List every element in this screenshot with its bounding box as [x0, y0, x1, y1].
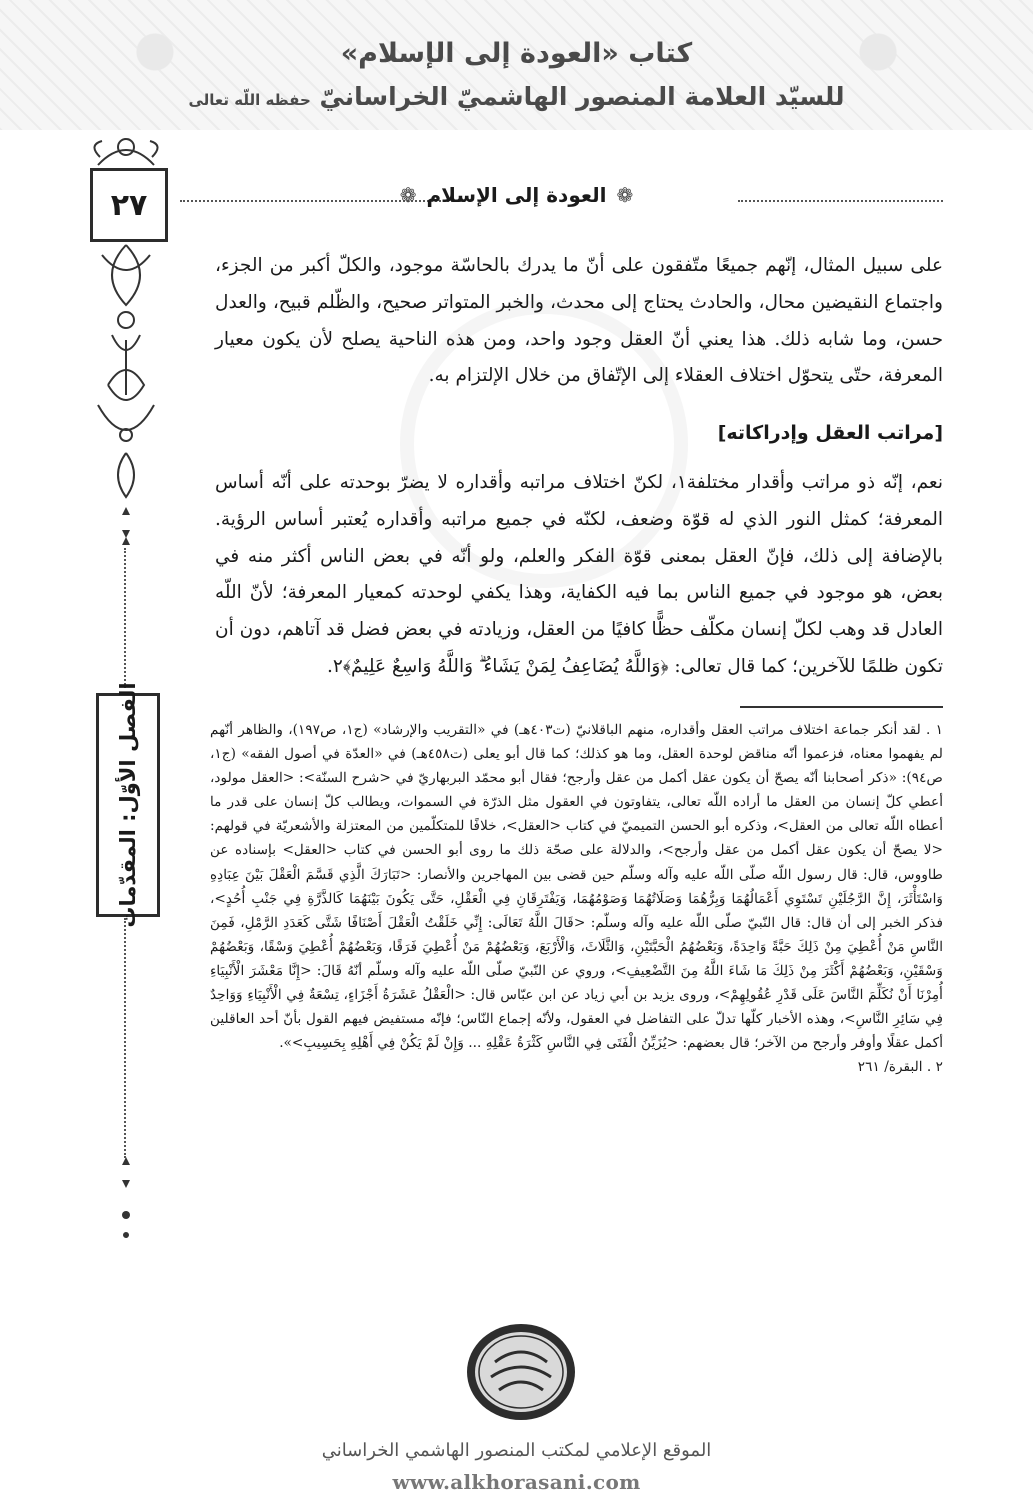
- border-dotted-line-upper: [124, 548, 126, 688]
- footer-site-name: الموقع الإعلامي لمكتب المنصور الهاشمي الخراساني: [321, 1440, 712, 1461]
- seal-logo: [465, 1322, 577, 1422]
- running-header: [0, 183, 1033, 207]
- footer-url[interactable]: www.alkhorasani.com: [392, 1470, 641, 1494]
- author-honorific: حفظه اللّه تعالى: [188, 91, 311, 109]
- main-text-block-2: [215, 465, 943, 686]
- page-number: ٢٧: [90, 168, 168, 242]
- main-text-block-1: [215, 248, 943, 395]
- running-header-text: العودة إلى الإسلام: [426, 183, 607, 207]
- chapter-tab: [96, 682, 160, 928]
- ornament-icon: ❁: [399, 183, 417, 207]
- paragraph: نعم، إنّه ذو مراتب وأقدار مختلفة١، لكنّ اختلاف مراتبه وأقداره لا يضرّ بوحدته على أنّه أساس المعرفة؛ كمثل النور الذي له قوّة وضعف، لكنّه في جميع مراتبه وأقداره يُعتبر أساس الرؤية. بالإضافة إلى ذلك، فإنّ العقل بمعنى قوّة الفكر والعلم، ولو أنّه في بعض الناس أكثر منه في بعض، هو موجود في جميع الناس بما فيه الكفاية، وهذا يكفي لوحدته كمعيار المعرفة؛ لأنّ اللّه العادل قد وهب لكلّ إنسان مكلّف حظًّا كافيًا من العقل، وزيادته في بعض فضل قد آتاهم، دون أن تكون ظلمًا للآخرين؛ كما قال تعالى: ﴿وَاللَّهُ يُضَاعِفُ لِمَنْ يَشَاءُ ۗ وَاللَّهُ وَاسِعٌ عَلِيمٌ﴾٢.: [215, 472, 943, 677]
- footnote-1: ١ . لقد أنكر جماعة اختلاف مراتب العقل وأقداره، منهم الباقلانيّ (ت٤٠٣هـ) في «التقريب والإرشاد» (ج١، ص١٩٧)، والظاهر أنّهم لم يفهموا معناه، فزعموا أنّه مناقض لوحدة العقل، وما هو كذلك؛ كما قال أبو يعلى (ت٤٥٨هـ) في «العدّة في أصول الفقه» (ج١، ص٩٤): «ذكر أصحابنا أنّه يصحّ أن يكون عقل أكمل من عقل وأرجح؛ فقال أبو محمّد البربهاريّ في <شرح السنّة>: <العقل مولود، أعطي كلّ إنسان من العقل ما أراده اللّه تعالى، يتفاوتون في العقول مثل الذرّة في السموات، ويطالب كلّ إنسان على قدر ما أعطاه اللّه تعالى من العقل>، وذكره أبو الحسن التميميّ في كتاب <العقل>، خلافًا للمتكلّمين من المعتزلة والأشعريّة في قولهم: <لا يصحّ أن يكون عقل أكمل من عقل وأرجح>، والدلالة على صحّة ذلك ما روى أبو الحسن في كتاب <العقل> بإسناده عن طاووس، قال: قال رسول اللّه صلّى اللّه عليه وآله وسلّم حين قضى بين المهاجرين والأنصار: <تَبَارَكَ الَّذِي قَسَّمَ الْعَقْلَ بَيْنَ عِبَادِهِ وَاسْتَأْثَرَ، إِنَّ الرَّجُلَيْنِ تَسْتَوِي أَعْمَالُهُمَا وَبِرُّهُمَا وَصَلَاتُهُمَا وَصَوْمُهُمَا، وَيَفْتَرِقَانِ فِي الْعَقْلِ، حَتَّى يَكُونَ بَيْنَهُمَا كَالذَّرَّةِ فِي جَنْبِ أُحُدٍ>، فذكر الخبر إلى أن قال: قال النّبيّ صلّى اللّه عليه وآله وسلّم: <قَالَ اللَّهُ تَعَالَى: إِنِّي خَلَقْتُ الْعَقْلَ أَصْنَافًا شَتَّى كَعَدَدِ الرَّمْلِ، فَمِنَ النَّاسِ مَنْ أُعْطِيَ مِنْ ذَلِكَ حَبَّةً وَاحِدَةً، وَبَعْضُهُمُ الْحَبَّتَيْنِ، وَالثَّلَاثَ، وَالْأَرْبَعَ، وَبَعْضُهُمْ مَنْ أُعْطِيَ فَرَقًا، وَبَعْضُهُمْ أُعْطِيَ وَسْقًا، وَبَعْضُهُمْ وَسْقَيْنِ، وَبَعْضُهُمْ أَكْثَرَ مِنْ ذَلِكَ مَا شَاءَ اللَّهُ مِنَ التَّضْعِيفِ>، وروي عن النّبيّ صلّى اللّه عليه وآله وسلّم أنّهُ قَالَ: <إِنَّا مَعْشَرَ الْأَنْبِيَاءِ أُمِرْنَا أَنْ نُكَلِّمَ النَّاسَ عَلَى قَدْرِ عُقُولِهِمْ>، وروى يزيد بن أبي زياد عن ابن عبّاس قال: <الْعَقْلُ عَشَرَةُ أَجْزَاءٍ، تِسْعَةٌ فِي الْأَنْبِيَاءِ وَوَاحِدٌ فِي سَائِرِ النَّاسِ>، وهذه الأخبار كلّها تدلّ على التفاضل في العقول، ولأنّه إجماع النّاس؛ فإنّه مستفيض فيهم القول بأنّ أحد العاقلين أكمل عقلًا وأوفر وأرجح من الآخر؛ قال بعضهم: <يُزَيِّنُ الْفَتَى فِي النَّاسِ كَثْرَةُ عَقْلِهِ ... وَإِنْ لَمْ يَكُنْ فِي أَهْلِهِ بِحَسِيبِ>».: [210, 722, 943, 1052]
- ornament-icon: ❁: [616, 183, 634, 207]
- footnote-separator: [740, 706, 943, 708]
- footnotes: [210, 718, 943, 1079]
- border-dotted-line-lower: [124, 918, 126, 1158]
- footnote-2: ٢ . البقرة/ ٢٦١: [857, 1059, 943, 1076]
- author-name: للسيّد العلامة المنصور الهاشميّ الخراسانيّ: [319, 82, 845, 111]
- section-heading: [مراتب العقل وإدراكاته]: [717, 422, 943, 444]
- book-title: كتاب «العودة إلى الإسلام»: [340, 38, 693, 69]
- chapter-label: الفصل الأوّل: المقدّمات: [116, 682, 140, 928]
- author-line: [0, 82, 1033, 111]
- paragraph: على سبيل المثال، إنّهم جميعًا متّفقون على أنّ ما يدرك بالحاسّة موجود، والكلّ أكبر من الجزء، واجتماع النقيضين محال، والحادث يحتاج إلى محدث، والخبر المتواتر صحيح، والظّلم قبيح، والعدل حسن، وما شابه ذلك. هذا يعني أنّ العقل وجود واحد، ومن هذه الناحية يصلح لأن يكون معيار المعرفة، حتّى يتحوّل اختلاف العقلاء إلى الإتّفاق من خلال الإلتزام به.: [215, 255, 943, 387]
